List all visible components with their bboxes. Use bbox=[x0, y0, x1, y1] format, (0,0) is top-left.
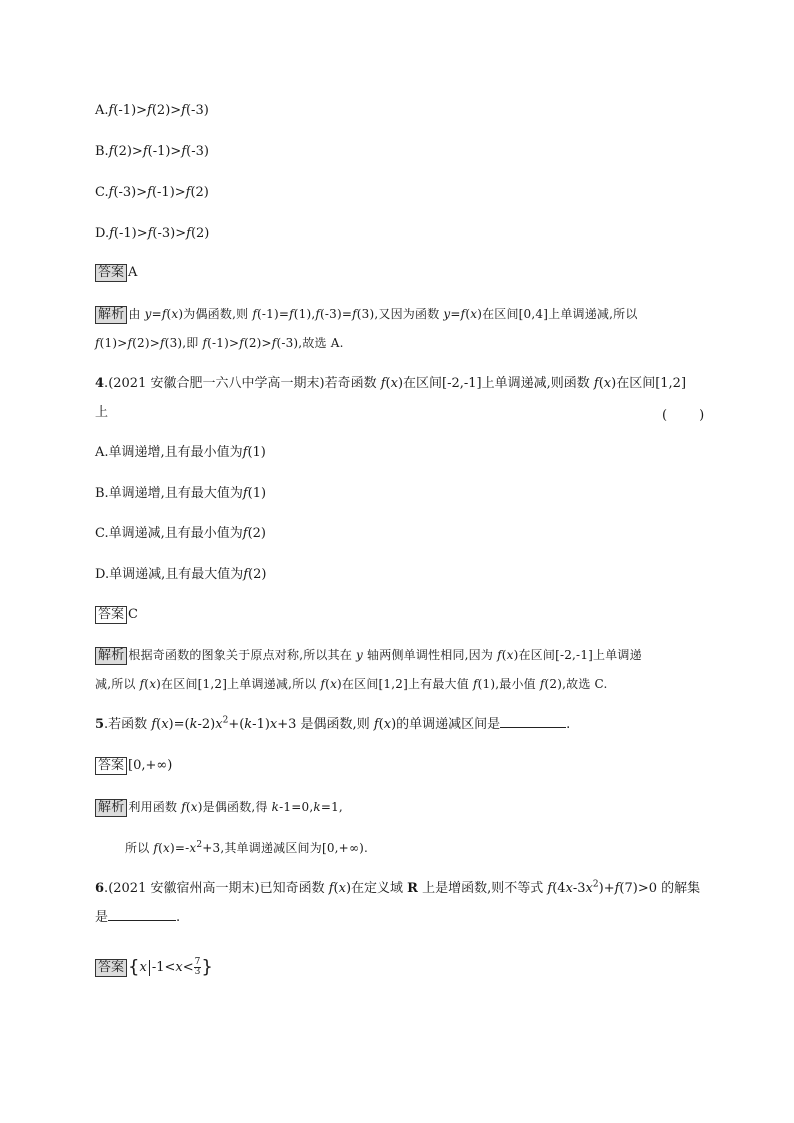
q5-blank[interactable] bbox=[500, 727, 566, 728]
right-brace-icon: } bbox=[201, 956, 213, 978]
q4-answer bbox=[95, 606, 138, 624]
q4-option-a: A.单调递增,且有最小值为f(1) bbox=[95, 445, 266, 460]
q6-stem-line2: 是 . bbox=[95, 910, 181, 925]
analysis-tag: 解析 bbox=[95, 306, 127, 324]
q5-stem: 5.若函数 $f(x)=(k-2)x^2+(k-1)x+3$ 是偶函数,则 f(x)的单调递减区间是 . bbox=[95, 715, 571, 732]
q4-stem-line2: 上 bbox=[95, 405, 109, 420]
q4-number: 4 bbox=[95, 376, 105, 391]
q3-option-a: A.f(-1)>f(2)>f(-3) bbox=[95, 103, 209, 118]
q4-analysis-line2: 减,所以 f(x)在区间[1,2]上单调递减,所以 f(x)在区间[1,2]上有最大值 f(1),最小值 f(2),故选 C. bbox=[95, 677, 608, 691]
left-brace-icon: { bbox=[128, 956, 140, 978]
q4-option-c: C.单调递减,且有最小值为f(2) bbox=[95, 526, 266, 541]
q3-analysis-line1: 解析 由 y=f(x)为偶函数,则 f(-1)=f(1),f(-3)=f(3),又因为函数 y=f(x)在区间[0,4]上单调递减,所以 bbox=[95, 305, 638, 324]
q3-option-d: D.f(-1)>f(-3)>f(2) bbox=[95, 226, 210, 241]
q5-analysis-line2: 所以 $f(x)=-x^2+3$,其单调递减区间为[0,+∞). bbox=[125, 840, 369, 855]
answer-value: A bbox=[128, 265, 138, 280]
q4-option-b: B.单调递增,且有最大值为f(1) bbox=[95, 486, 267, 501]
answer-tag: 答案 bbox=[95, 606, 127, 624]
q6-stem-line1: 6.(2021 安徽宿州高一期末)已知奇函数 f(x)在定义域 R 上是增函数,则不等式 $f(4x-3x^2)+f(7)>0$ 的解集 bbox=[95, 879, 701, 896]
analysis-tag: 解析 bbox=[95, 799, 127, 817]
q5-analysis-line1: 解析 利用函数 f(x)是偶函数,得 k-1=0,k=1, bbox=[95, 798, 343, 817]
q4-analysis-line1: 解析 根据奇函数的图象关于原点对称,所以其在 y 轴两侧单调性相同,因为 f(x)在区间[-2,-1]上单调递 bbox=[95, 646, 642, 665]
q6-answer: 答案 {x -1<x< $\frac{7}{3}$ } bbox=[95, 958, 213, 977]
q5-answer bbox=[95, 757, 172, 775]
q6-number: 6 bbox=[95, 881, 105, 896]
answer-tag: 答案 bbox=[95, 959, 127, 977]
answer-tag: 答案 bbox=[95, 264, 127, 282]
answer-value: [0,+∞) bbox=[128, 758, 173, 773]
q4-answer-paren: ( ) bbox=[662, 408, 707, 423]
answer-tag: 答案 bbox=[95, 757, 127, 775]
q3-answer bbox=[95, 264, 137, 282]
q5-number: 5 bbox=[95, 717, 105, 732]
q3-option-c: C.f(-3)>f(-1)>f(2) bbox=[95, 185, 209, 200]
q4-source: (2021 安徽合肥一六八中学高一期末) bbox=[108, 376, 325, 391]
fraction-7-3: $\frac{7}{3}$ bbox=[194, 957, 201, 977]
q4-option-d: D.单调递减,且有最大值为f(2) bbox=[95, 567, 267, 582]
analysis-tag: 解析 bbox=[95, 647, 127, 665]
q3-option-b: B.f(2)>f(-1)>f(-3) bbox=[95, 144, 209, 159]
q6-blank[interactable] bbox=[108, 920, 176, 921]
answer-value: C bbox=[128, 607, 138, 622]
set-bar bbox=[149, 960, 150, 976]
q6-source: (2021 安徽宿州高一期末) bbox=[108, 881, 260, 896]
q3-analysis-line2: f(1)>f(2)>f(3),即 f(-1)>f(2)>f(-3),故选 A. bbox=[95, 336, 344, 350]
q4-stem-line1: 4.(2021 安徽合肥一六八中学高一期末)若奇函数 f(x)在区间[-2,-1]上单调递减,则函数 f(x)在区间[1,2] bbox=[95, 376, 687, 391]
